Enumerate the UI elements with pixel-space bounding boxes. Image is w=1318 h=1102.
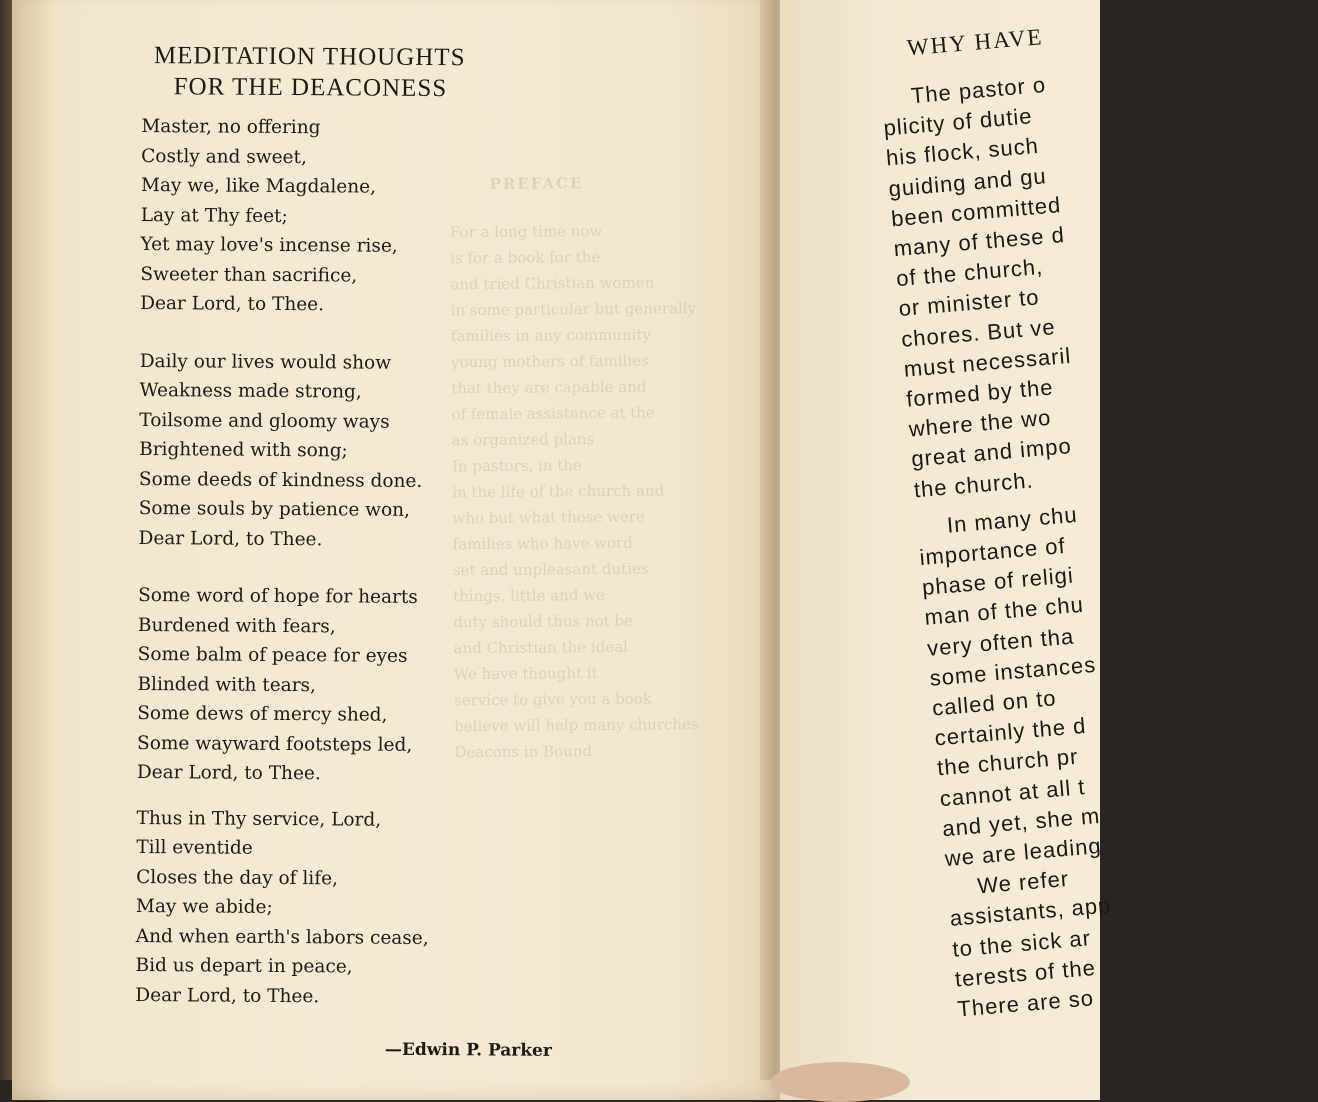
ghost-line: We have thought it xyxy=(453,664,598,684)
article-line: terests of the xyxy=(953,954,1097,992)
poem-line: Burdened with fears, xyxy=(137,614,336,637)
article-line: the church. xyxy=(912,467,1035,503)
stanza xyxy=(137,581,638,791)
ghost-line: of female assistance at the xyxy=(451,403,655,424)
article-line: In many chu xyxy=(945,501,1079,538)
poem-line: Bid us depart in peace, xyxy=(135,954,353,978)
ghost-line: and tried Christian women xyxy=(450,273,655,294)
poem-line: Dear Lord, to Thee. xyxy=(140,292,325,316)
article-line: the church pr xyxy=(936,744,1080,781)
ghost-line: in the life of the church and xyxy=(452,481,665,502)
article-line: assistants, app xyxy=(948,892,1113,932)
article-line: and yet, she m xyxy=(941,802,1102,842)
article xyxy=(876,8,1318,1025)
article-line: certainly the d xyxy=(933,713,1088,751)
article-line: where the wo xyxy=(907,404,1053,442)
ghost-line: In pastors, in the xyxy=(451,456,582,476)
poem-line: May we abide; xyxy=(135,895,273,918)
poem-line: Yet may love's incense rise, xyxy=(140,233,398,257)
left-page xyxy=(12,0,782,1100)
article-line: been committed xyxy=(890,191,1063,232)
poem-line: Some deeds of kindness done. xyxy=(138,468,423,492)
poem-line: Some word of hope for hearts xyxy=(138,584,418,608)
poem-author: —Edwin P. Parker xyxy=(384,1039,552,1061)
poem-line: Lay at Thy feet; xyxy=(140,204,288,227)
poem-line: May we, like Magdalene, xyxy=(140,174,377,198)
ghost-line: things, little and we xyxy=(453,585,605,606)
poem-line: Toilsome and gloomy ways xyxy=(139,409,390,433)
ghost-line: as organized plans xyxy=(451,430,595,450)
article-line: great and impo xyxy=(910,433,1073,472)
poem-line: Some balm of peace for eyes xyxy=(137,643,408,667)
ghost-line: and Christian the ideal xyxy=(453,637,628,658)
ghost-line: is for a book for the xyxy=(450,248,601,268)
poem-line: Dear Lord, to Thee. xyxy=(135,984,320,1007)
ghost-line: young mothers of families xyxy=(451,351,649,372)
ghost-line: who but what those were xyxy=(452,507,645,528)
article-line: There are so xyxy=(956,985,1095,1022)
article-line: of the church, xyxy=(895,254,1045,292)
ghost-line: families who have word xyxy=(452,533,633,554)
poem-line: And when earth's labors cease, xyxy=(135,925,429,949)
article-line: man of the chu xyxy=(923,592,1085,631)
poem-title-line-1: MEDITATION THOUGHTS xyxy=(153,42,466,72)
article-title: WHY HAVE xyxy=(905,24,1045,61)
article-line: many of these d xyxy=(892,221,1066,262)
article-line: cannot at all t xyxy=(938,773,1087,811)
right-page xyxy=(780,0,1113,1100)
poem-line: Closes the day of life, xyxy=(136,866,339,889)
poem-line: Some souls by patience won, xyxy=(138,497,411,521)
thumb xyxy=(770,1062,910,1102)
article-line: must necessaril xyxy=(902,342,1073,382)
ghost-line: service to give you a book xyxy=(453,689,652,710)
poem-line: Costly and sweet, xyxy=(141,145,307,168)
article-line: guiding and gu xyxy=(887,162,1048,202)
article-line: We refer xyxy=(976,866,1071,899)
ghost-line: For a long time now xyxy=(449,221,603,242)
article-line: called on to xyxy=(931,685,1058,721)
poem-line: Daily our lives would show xyxy=(139,350,392,374)
poem xyxy=(135,40,642,1061)
stanza xyxy=(138,346,639,556)
article-line: phase of religi xyxy=(921,562,1075,601)
ghost-line: families in any community xyxy=(450,325,651,346)
article-line: formed by the xyxy=(905,374,1055,412)
poem-line: Master, no offering xyxy=(141,115,321,139)
poem-title xyxy=(154,40,642,105)
poem-line: Blinded with tears, xyxy=(137,673,317,696)
article-line: very often tha xyxy=(926,623,1076,661)
poem-line: Thus in Thy service, Lord, xyxy=(136,807,382,831)
poem-line: Some dews of mercy shed, xyxy=(137,702,388,726)
stanza xyxy=(140,112,641,322)
ghost-line: in some particular but generally xyxy=(450,299,697,320)
article-line: plicity of dutie xyxy=(882,103,1034,141)
article-line: or minister to xyxy=(897,284,1041,322)
poem-line: Till eventide xyxy=(136,836,253,859)
ghost-line: set and unpleasant duties xyxy=(452,559,649,580)
article-line: importance of xyxy=(918,533,1067,571)
poem-line: Some wayward footsteps led, xyxy=(137,732,413,756)
article-line: to the sick ar xyxy=(951,924,1092,962)
ghost-line: Deacons in Bound xyxy=(454,742,593,762)
poem-line: Dear Lord, to Thee. xyxy=(138,527,323,550)
poem-title-line-2: FOR THE DEACONESS xyxy=(173,73,448,103)
stanza xyxy=(135,803,636,1013)
bleed-through-text: PREFACE For a long time now is for a book for the and tried Christian women in some particular but generally families in any community young mothers of families that they are capable and of female assistance at the as organized plans In pastors, in the in the life of the church and who but what those were families who have word set and unpleasant duties things, little and we duty should thus not be and Christian the ideal We have thought it service to give you a book believe will help many churches Deacons in Bound xyxy=(449,169,754,766)
article-line: some instances xyxy=(928,651,1098,691)
ghost-line: that they are capable and xyxy=(451,377,647,398)
ghost-line: believe will help many churches xyxy=(454,715,699,736)
poem-line: Weakness made strong, xyxy=(139,379,362,403)
article-line: chores. But ve xyxy=(900,313,1057,352)
ghost-line: duty should thus not be xyxy=(453,611,633,632)
poem-line: Brightened with song; xyxy=(139,438,348,462)
article-line: his flock, such xyxy=(885,133,1040,171)
poem-line: Dear Lord, to Thee. xyxy=(136,761,321,785)
article-line: The pastor o xyxy=(909,71,1048,109)
poem-line: Sweeter than sacrifice, xyxy=(140,263,358,287)
article-line: we are leading xyxy=(943,833,1103,872)
